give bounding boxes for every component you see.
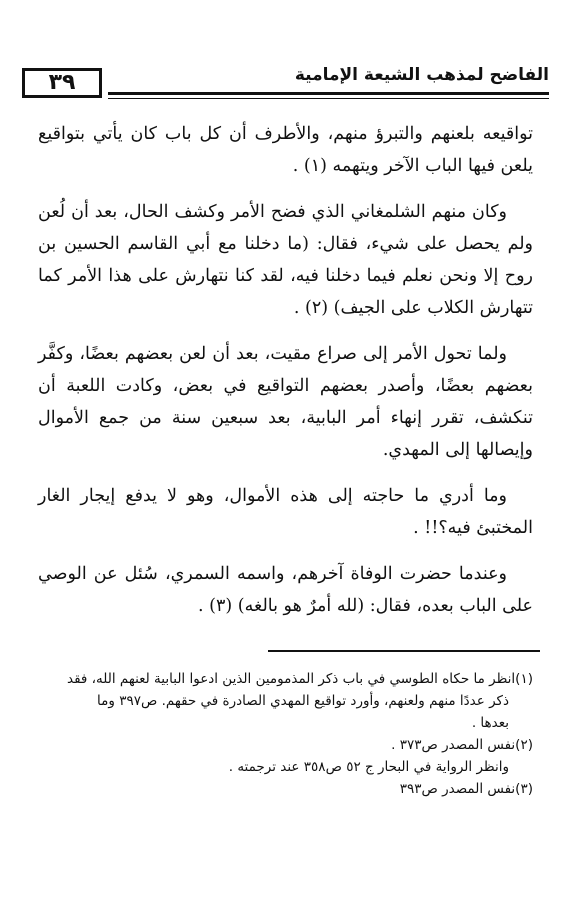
main-text [38, 118, 533, 636]
footnote-1-line: (١)انظر ما حكاه الطوسي في باب ذكر المذمومين الذين ادعوا البابية لعنهم الله، فقد [66, 671, 533, 687]
running-title: الفاضح لمذهب الشيعة الإمامية [294, 65, 549, 85]
paragraph: ولما تحول الأمر إلى صراع مقيت، بعد أن لعن بعضهم بعضًا، وكفَّر بعضهم بعضًا، وأصدر بعضهم التواقيع في بعض، وكادت اللعبة أن تنكشف، تقرر إنهاء أمر البابية، بعد سبعين سنة من جمع الأموال وإيصالها إلى المهدي. [38, 344, 533, 460]
footnote-1-line: ذكر عددًا منهم ولعنهم، وأورد تواقيع المهدي الصادرة في حقهم. ص٣٩٧ وما [97, 693, 509, 709]
footnote-1-line: بعدها . [471, 715, 509, 731]
header-rule-thin [108, 98, 549, 99]
paragraph: تواقيعه بلعنهم والتبرؤ منهم، والأطرف أن كل باب كان يأتي بتواقيع يلعن فيها الباب الآخر ويتهمه (١) . [38, 124, 533, 176]
header-rule [108, 92, 549, 95]
paragraph: وكان منهم الشلمغاني الذي فضح الأمر وكشف الحال، بعد أن لُعن ولم يحصل على شيء، فقال: (ما دخلنا مع أبي القاسم الحسين بن روح إلا ونحن نعلم فيما دخلنا فيه، لقد كنا نتهارش على هذا الأمر كما تتهارش الكلاب على الجيف) (٢) . [38, 202, 533, 318]
footnote-2-line: وانظر الرواية في البحار ج ٥٢ ص٣٥٨ عند ترجمته . [228, 759, 509, 775]
paragraph: وعندما حضرت الوفاة آخرهم، واسمه السمري، سُئل عن الوصي على الباب بعده، فقال: (لله أمرٌ هو بالغه) (٣) . [38, 564, 533, 616]
paragraph: وما أدري ما حاجته إلى هذه الأموال، وهو لا يدفع إيجار الغار المختبئ فيه؟!! . [38, 486, 533, 538]
page-header [22, 60, 549, 104]
footnote-2-line: (٢)نفس المصدر ص٣٧٣ . [391, 737, 533, 753]
footnotes [38, 668, 533, 800]
footnote-3-line: (٣)نفس المصدر ص٣٩٣ [399, 781, 533, 797]
page-number: ٣٩ [22, 68, 102, 98]
footnote-separator [268, 650, 540, 652]
